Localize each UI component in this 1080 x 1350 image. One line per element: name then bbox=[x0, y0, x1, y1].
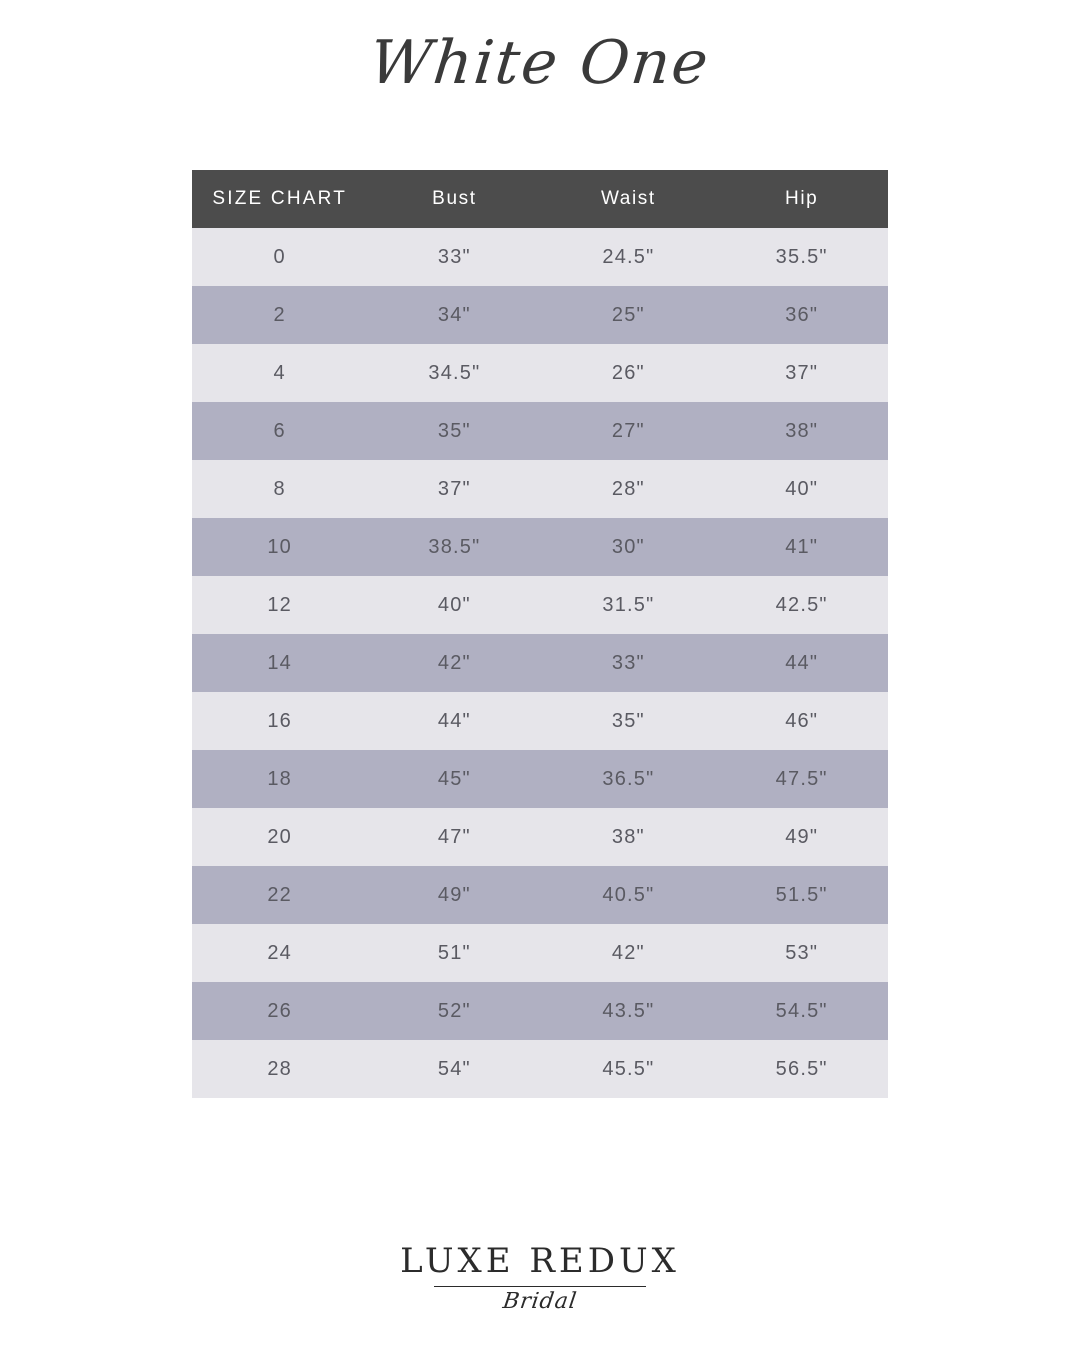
table-row bbox=[192, 576, 888, 634]
cell-bust: 34" bbox=[367, 286, 541, 344]
cell-waist: 33" bbox=[541, 634, 715, 692]
cell-hip: 53" bbox=[715, 924, 888, 982]
table-body bbox=[192, 228, 888, 1098]
cell-bust: 38.5" bbox=[367, 518, 541, 576]
cell-bust: 37" bbox=[367, 460, 541, 518]
cell-size: 26 bbox=[192, 982, 367, 1040]
cell-waist: 27" bbox=[541, 402, 715, 460]
table-row bbox=[192, 286, 888, 344]
cell-size: 6 bbox=[192, 402, 367, 460]
cell-waist: 31.5" bbox=[541, 576, 715, 634]
cell-bust: 51" bbox=[367, 924, 541, 982]
cell-size: 28 bbox=[192, 1040, 367, 1098]
table-row bbox=[192, 460, 888, 518]
cell-waist: 38" bbox=[541, 808, 715, 866]
cell-bust: 33" bbox=[367, 228, 541, 286]
table-row bbox=[192, 808, 888, 866]
cell-bust: 52" bbox=[367, 982, 541, 1040]
cell-bust: 47" bbox=[367, 808, 541, 866]
cell-waist: 28" bbox=[541, 460, 715, 518]
cell-waist: 42" bbox=[541, 924, 715, 982]
cell-bust: 49" bbox=[367, 866, 541, 924]
table-header bbox=[192, 170, 888, 228]
table-row bbox=[192, 402, 888, 460]
cell-size: 0 bbox=[192, 228, 367, 286]
cell-hip: 49" bbox=[715, 808, 888, 866]
cell-waist: 24.5" bbox=[541, 228, 715, 286]
table-row bbox=[192, 924, 888, 982]
cell-hip: 36" bbox=[715, 286, 888, 344]
size-chart-table bbox=[192, 170, 888, 1098]
column-header-bust: Bust bbox=[367, 170, 541, 228]
column-header-waist: Waist bbox=[541, 170, 715, 228]
table-row bbox=[192, 692, 888, 750]
cell-hip: 47.5" bbox=[715, 750, 888, 808]
cell-bust: 42" bbox=[367, 634, 541, 692]
cell-bust: 35" bbox=[367, 402, 541, 460]
cell-waist: 30" bbox=[541, 518, 715, 576]
cell-hip: 41" bbox=[715, 518, 888, 576]
cell-bust: 45" bbox=[367, 750, 541, 808]
cell-hip: 40" bbox=[715, 460, 888, 518]
table-row bbox=[192, 228, 888, 286]
table-row bbox=[192, 518, 888, 576]
cell-size: 24 bbox=[192, 924, 367, 982]
cell-bust: 34.5" bbox=[367, 344, 541, 402]
cell-size: 8 bbox=[192, 460, 367, 518]
cell-waist: 26" bbox=[541, 344, 715, 402]
table-row bbox=[192, 866, 888, 924]
cell-waist: 35" bbox=[541, 692, 715, 750]
cell-hip: 46" bbox=[715, 692, 888, 750]
table-row bbox=[192, 982, 888, 1040]
table-header-row bbox=[192, 170, 888, 228]
cell-hip: 37" bbox=[715, 344, 888, 402]
footer-logo-sub: Bridal bbox=[501, 1289, 579, 1314]
cell-size: 2 bbox=[192, 286, 367, 344]
column-header-size: SIZE CHART bbox=[192, 170, 367, 228]
cell-waist: 36.5" bbox=[541, 750, 715, 808]
footer-logo bbox=[0, 1240, 1080, 1314]
cell-hip: 38" bbox=[715, 402, 888, 460]
cell-hip: 42.5" bbox=[715, 576, 888, 634]
cell-size: 4 bbox=[192, 344, 367, 402]
cell-size: 12 bbox=[192, 576, 367, 634]
cell-size: 18 bbox=[192, 750, 367, 808]
cell-bust: 54" bbox=[367, 1040, 541, 1098]
cell-hip: 35.5" bbox=[715, 228, 888, 286]
cell-bust: 40" bbox=[367, 576, 541, 634]
cell-hip: 44" bbox=[715, 634, 888, 692]
cell-size: 22 bbox=[192, 866, 367, 924]
cell-size: 16 bbox=[192, 692, 367, 750]
table-row bbox=[192, 750, 888, 808]
brand-header bbox=[0, 0, 1080, 126]
cell-hip: 51.5" bbox=[715, 866, 888, 924]
cell-size: 10 bbox=[192, 518, 367, 576]
table-row bbox=[192, 1040, 888, 1098]
footer-divider bbox=[434, 1286, 646, 1287]
table-row bbox=[192, 634, 888, 692]
footer-logo-main: LUXE REDUX bbox=[400, 1240, 680, 1281]
cell-hip: 54.5" bbox=[715, 982, 888, 1040]
column-header-hip: Hip bbox=[715, 170, 888, 228]
cell-hip: 56.5" bbox=[715, 1040, 888, 1098]
cell-waist: 25" bbox=[541, 286, 715, 344]
cell-size: 20 bbox=[192, 808, 367, 866]
cell-waist: 43.5" bbox=[541, 982, 715, 1040]
cell-size: 14 bbox=[192, 634, 367, 692]
cell-waist: 40.5" bbox=[541, 866, 715, 924]
cell-bust: 44" bbox=[367, 692, 541, 750]
cell-waist: 45.5" bbox=[541, 1040, 715, 1098]
table-row bbox=[192, 344, 888, 402]
size-chart-table-container bbox=[192, 170, 888, 1098]
brand-title: White One bbox=[366, 28, 714, 98]
